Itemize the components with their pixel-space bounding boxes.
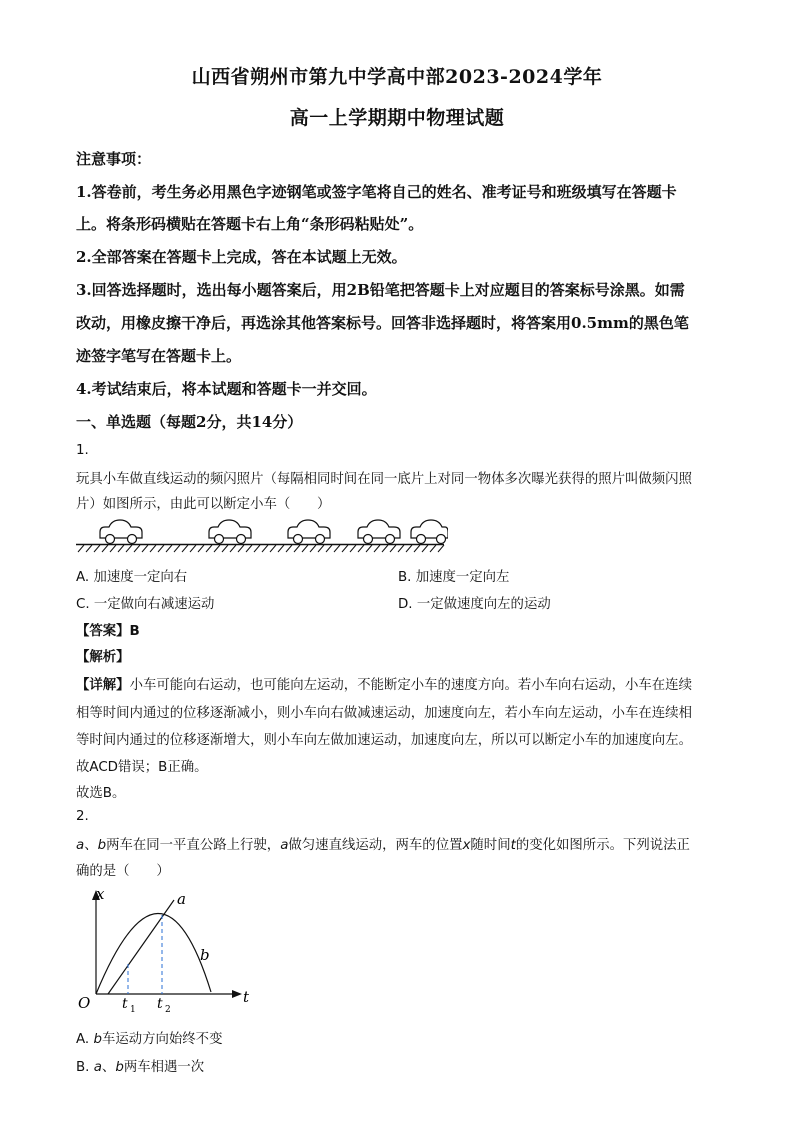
t1-subscript: 1 (130, 1005, 136, 1014)
q2-var-a2: a (280, 838, 289, 853)
toy-car-4 (358, 520, 400, 544)
q1-analysis-label: 【解析】 (76, 650, 130, 665)
notice-heading: 注意事项： (76, 150, 152, 168)
q1-detail-text-1: 小车可能向右运动，也可能向左运动，不能断定小车的速度方向。若小车向右运动，小车在连续 (129, 678, 692, 693)
notice-line-7: 4.考试结束后，将本试题和答题卡一并交回。 (76, 380, 377, 398)
q2-option-a (76, 1028, 222, 1047)
q2-option-b (76, 1056, 204, 1075)
title-line-1: 山西省朔州市第九中学高中部2023-2024学年 (191, 66, 603, 88)
t2-label: t (157, 996, 163, 1012)
q2-option-b-letter: B. (76, 1060, 94, 1075)
toy-car-1 (100, 520, 142, 544)
q2-option-a-text: 车运动方向始终不变 (101, 1032, 223, 1047)
q2-option-b-sep: 、 (101, 1060, 116, 1075)
origin-label: O (78, 994, 91, 1012)
notice-line-2: 上。将条形码横贴在答题卡右上角“条形码粘贴处”。 (76, 215, 424, 233)
label-b: b (200, 946, 210, 964)
t-axis-label: t (243, 988, 250, 1006)
ground-hatching (78, 545, 444, 552)
q2-option-a-letter: A. (76, 1032, 94, 1047)
q2-stem-line-1 (76, 834, 690, 853)
q2-stem-text-1: 两车在同一平直公路上行驶， (106, 838, 281, 853)
q2-stem-text-2: 做匀速直线运动，两车的位置 (288, 838, 463, 853)
t1-label: t (122, 996, 128, 1012)
q2-var-x: x (462, 838, 471, 853)
q1-detail-line-1 (76, 674, 692, 693)
q1-stem-line-2: 片）如图所示，由此可以断定小车（ ） (76, 497, 331, 512)
q1-option-d: D. 一定做速度向左的运动 (398, 597, 551, 612)
notice-line-3: 2.全部答案在答题卡上完成，答在本试题上无效。 (76, 248, 407, 266)
q2-option-b-var-b: b (115, 1060, 124, 1075)
q2-stem-text-4: 的变化如图所示。下列说法正 (515, 838, 690, 853)
t2-subscript: 2 (165, 1005, 171, 1014)
q1-answer: 【答案】B (76, 624, 140, 639)
q1-option-c: C. 一定做向右减速运动 (76, 597, 215, 612)
toy-car-2 (209, 520, 251, 544)
title-line-2: 高一上学期期中物理试题 (289, 107, 505, 129)
q1-car-figure (76, 518, 448, 558)
q2-stem-line-2: 确的是（ ） (76, 864, 170, 879)
q2-var-a: a (76, 838, 85, 853)
notice-line-1: 1.答卷前，考生务必用黑色字迹钢笔或签字笔将自己的姓名、准考证号和班级填写在答题卡 (76, 183, 677, 201)
q1-detail-tag: 【详解】 (76, 678, 130, 693)
q2-position-time-graph (76, 884, 256, 1014)
line-a (108, 900, 174, 994)
notice-line-6: 迹签字笔写在答题卡上。 (76, 347, 242, 365)
q2-option-b-var-a: a (93, 1060, 102, 1075)
q1-detail-line-2: 相等时间内通过的位移逐渐减小，则小车向右做减速运动，加速度向左，若小车向左运动，小车在连续相 (76, 706, 692, 721)
q1-stem-line-1: 玩具小车做直线运动的频闪照片（每隔相同时间在同一底片上对同一物体多次曝光获得的照片叫做频闪照 (76, 472, 692, 487)
section-heading: 一、单选题（每题2分，共14分） (76, 413, 303, 431)
q1-option-b: B. 加速度一定向左 (398, 570, 510, 585)
q2-var-b: b (97, 838, 107, 853)
q2-stem-text-3: 随时间 (470, 838, 511, 853)
x-axis-label: x (96, 885, 105, 903)
notice-line-4: 3.回答选择题时，选出每小题答案后，用2B铅笔把答题卡上对应题目的答案标号涂黑。如需 (76, 281, 685, 299)
q2-stem-sep: 、 (84, 838, 98, 853)
curve-b (96, 913, 211, 994)
q1-option-a: A. 加速度一定向右 (76, 570, 188, 585)
q1-conclusion: 故选B。 (76, 786, 126, 801)
label-a: a (177, 890, 186, 908)
q2-option-b-text: 两车相遇一次 (123, 1060, 205, 1075)
q1-detail-line-3: 等时间内通过的位移逐渐增大，则小车向左做加速运动，加速度向左，所以可以断定小车的加速度向左。 (76, 733, 692, 748)
toy-car-5 (411, 520, 448, 544)
q1-detail-line-4: 故ACD错误；B正确。 (76, 760, 208, 775)
t-axis-arrow (232, 990, 242, 998)
q2-number: 2. (76, 809, 89, 824)
q2-var-t: t (510, 838, 516, 853)
toy-car-3 (288, 520, 330, 544)
notice-line-5: 改动，用橡皮擦干净后，再选涂其他答案标号。回答非选择题时，将答案用0.5mm的黑色笔 (76, 314, 689, 332)
q1-number: 1. (76, 443, 89, 458)
q2-option-a-var: b (93, 1032, 102, 1047)
